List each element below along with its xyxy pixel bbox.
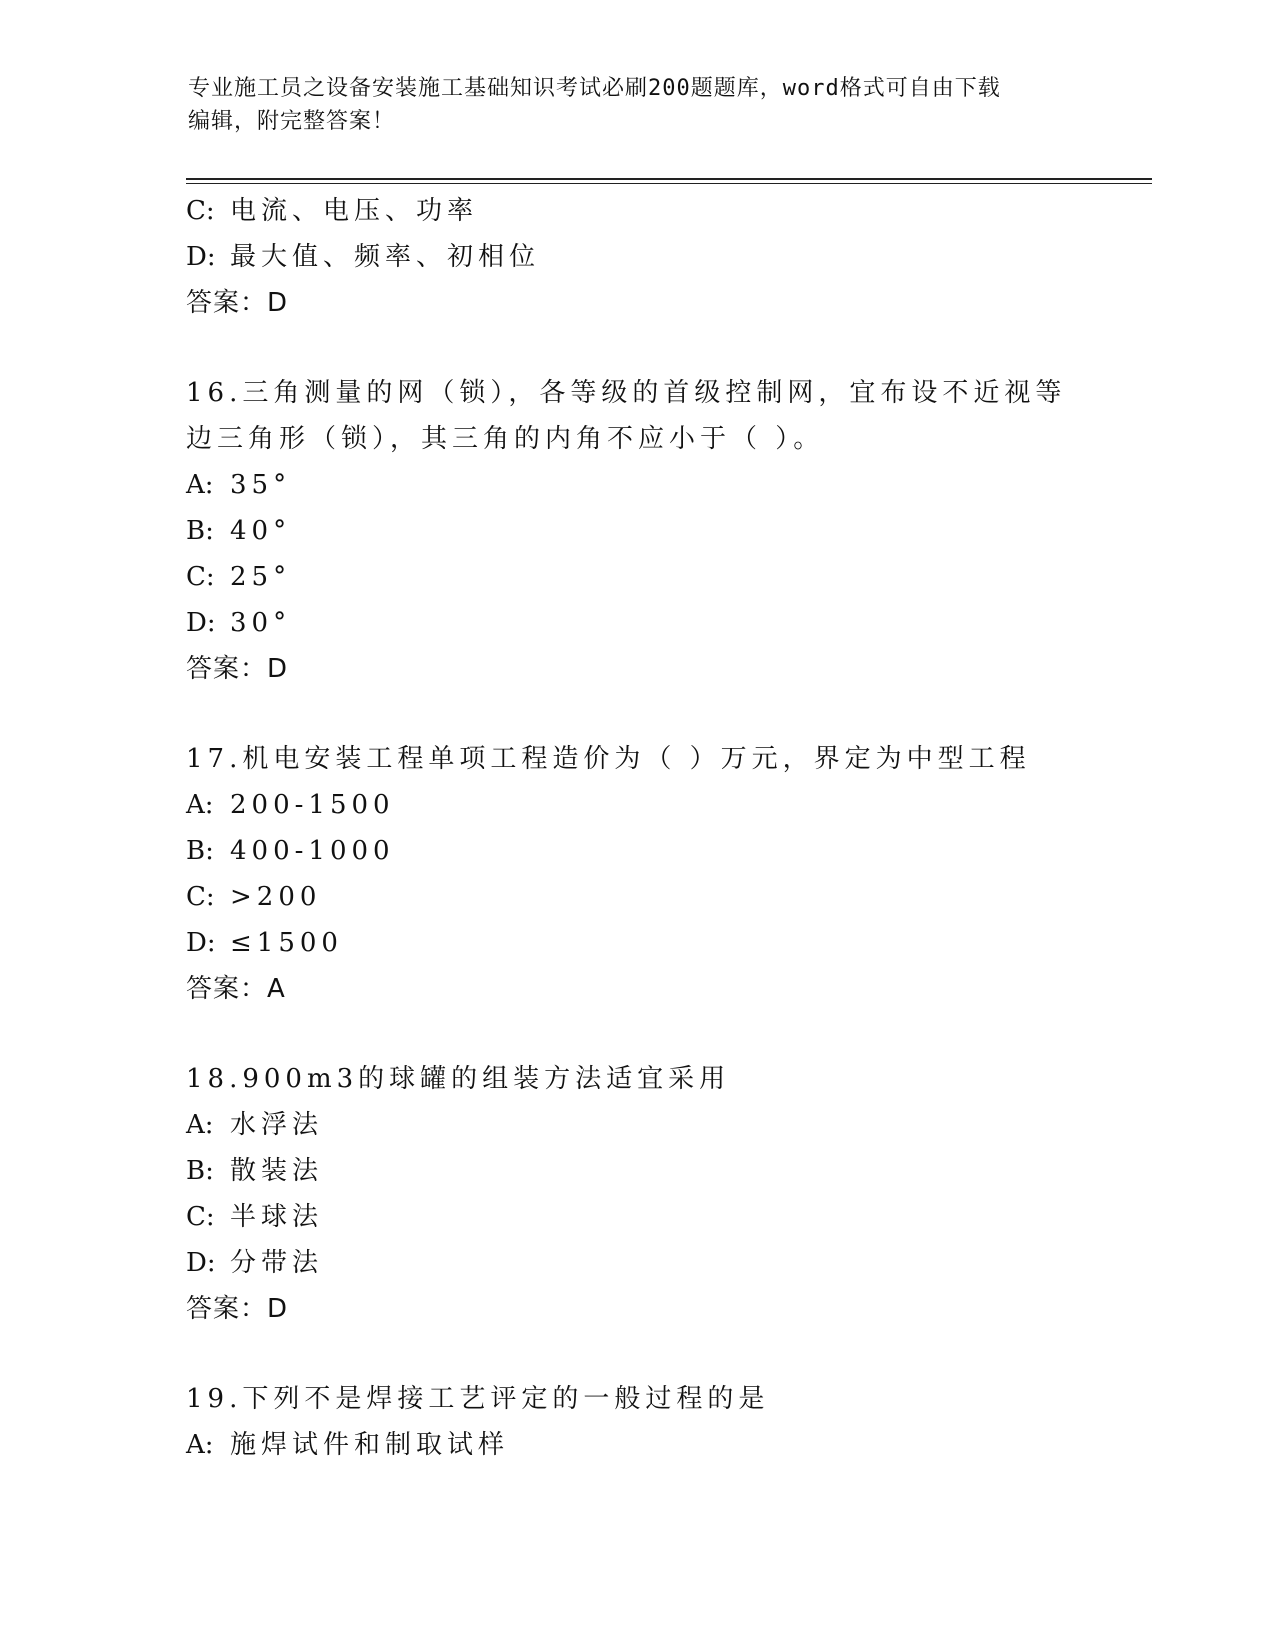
option-label: C: xyxy=(186,882,215,912)
option-row xyxy=(186,554,1086,600)
header-title-line2: 编辑，附完整答案！ xyxy=(188,109,396,134)
option-label: B: xyxy=(186,516,214,546)
question-text: 18.900m3的球罐的组装方法适宜采用 xyxy=(186,1064,731,1094)
option-row xyxy=(186,1194,1086,1240)
answer-line: 答案：D xyxy=(186,654,289,684)
answer-line: 答案：D xyxy=(186,1294,289,1324)
option-text: 35° xyxy=(230,470,292,500)
header-title-line1: 专业施工员之设备安装施工基础知识考试必刷200题题库，word格式可自由下载 xyxy=(188,76,1001,101)
option-label: A: xyxy=(186,470,214,500)
option-text: 分带法 xyxy=(230,1248,324,1278)
option-text: 30° xyxy=(230,608,292,638)
option-row xyxy=(186,600,1086,646)
option-row xyxy=(186,920,1086,966)
question-19 xyxy=(186,1376,1086,1468)
option-row xyxy=(186,1240,1086,1286)
option-row xyxy=(186,874,1086,920)
option-text: ≤1500 xyxy=(230,928,343,958)
option-label: D: xyxy=(186,608,216,638)
option-row xyxy=(186,188,1086,234)
spacer xyxy=(186,1332,1086,1376)
option-row xyxy=(186,782,1086,828)
option-label: B: xyxy=(186,1156,214,1186)
question-15-continued xyxy=(186,188,1086,326)
header-divider-thick xyxy=(186,178,1152,180)
option-row xyxy=(186,234,1086,280)
option-row xyxy=(186,462,1086,508)
option-label: C: xyxy=(186,196,215,226)
option-text: 25° xyxy=(230,562,292,592)
option-text: 半球法 xyxy=(230,1202,324,1232)
option-text: 最大值、频率、初相位 xyxy=(230,242,541,272)
option-label: A: xyxy=(186,790,214,820)
question-16 xyxy=(186,370,1086,692)
question-text: 16.三角测量的网（锁），各等级的首级控制网，宜布设不近视等边三角形（锁），其三角的内角不应小于（ ）。 xyxy=(186,378,1067,454)
option-text: 200-1500 xyxy=(230,790,395,820)
option-row xyxy=(186,828,1086,874)
option-label: B: xyxy=(186,836,214,866)
option-text: 散装法 xyxy=(230,1156,324,1186)
option-label: A: xyxy=(186,1110,214,1140)
question-list xyxy=(186,188,1086,1468)
option-label: D: xyxy=(186,242,216,272)
option-label: D: xyxy=(186,928,216,958)
option-row xyxy=(186,1422,1086,1468)
question-text: 17.机电安装工程单项工程造价为（ ）万元，界定为中型工程 xyxy=(186,744,1031,774)
option-label: D: xyxy=(186,1248,216,1278)
spacer xyxy=(186,692,1086,736)
option-text: 40° xyxy=(230,516,292,546)
spacer xyxy=(186,326,1086,370)
question-18 xyxy=(186,1056,1086,1332)
option-row xyxy=(186,1148,1086,1194)
question-text: 19.下列不是焊接工艺评定的一般过程的是 xyxy=(186,1384,770,1414)
answer-line: 答案：D xyxy=(186,288,289,318)
option-label: C: xyxy=(186,1202,215,1232)
question-17 xyxy=(186,736,1086,1012)
document-header xyxy=(188,72,1068,138)
option-label: C: xyxy=(186,562,215,592)
answer-line: 答案：A xyxy=(186,974,286,1004)
option-text: 400-1000 xyxy=(230,836,395,866)
header-divider-thin xyxy=(186,183,1152,184)
option-row xyxy=(186,1102,1086,1148)
option-text: 水浮法 xyxy=(230,1110,324,1140)
option-label: A: xyxy=(186,1430,214,1460)
option-row xyxy=(186,508,1086,554)
spacer xyxy=(186,1012,1086,1056)
option-text: 施焊试件和制取试样 xyxy=(230,1430,510,1460)
option-text: 电流、电压、功率 xyxy=(230,196,479,226)
option-text: >200 xyxy=(230,882,322,912)
